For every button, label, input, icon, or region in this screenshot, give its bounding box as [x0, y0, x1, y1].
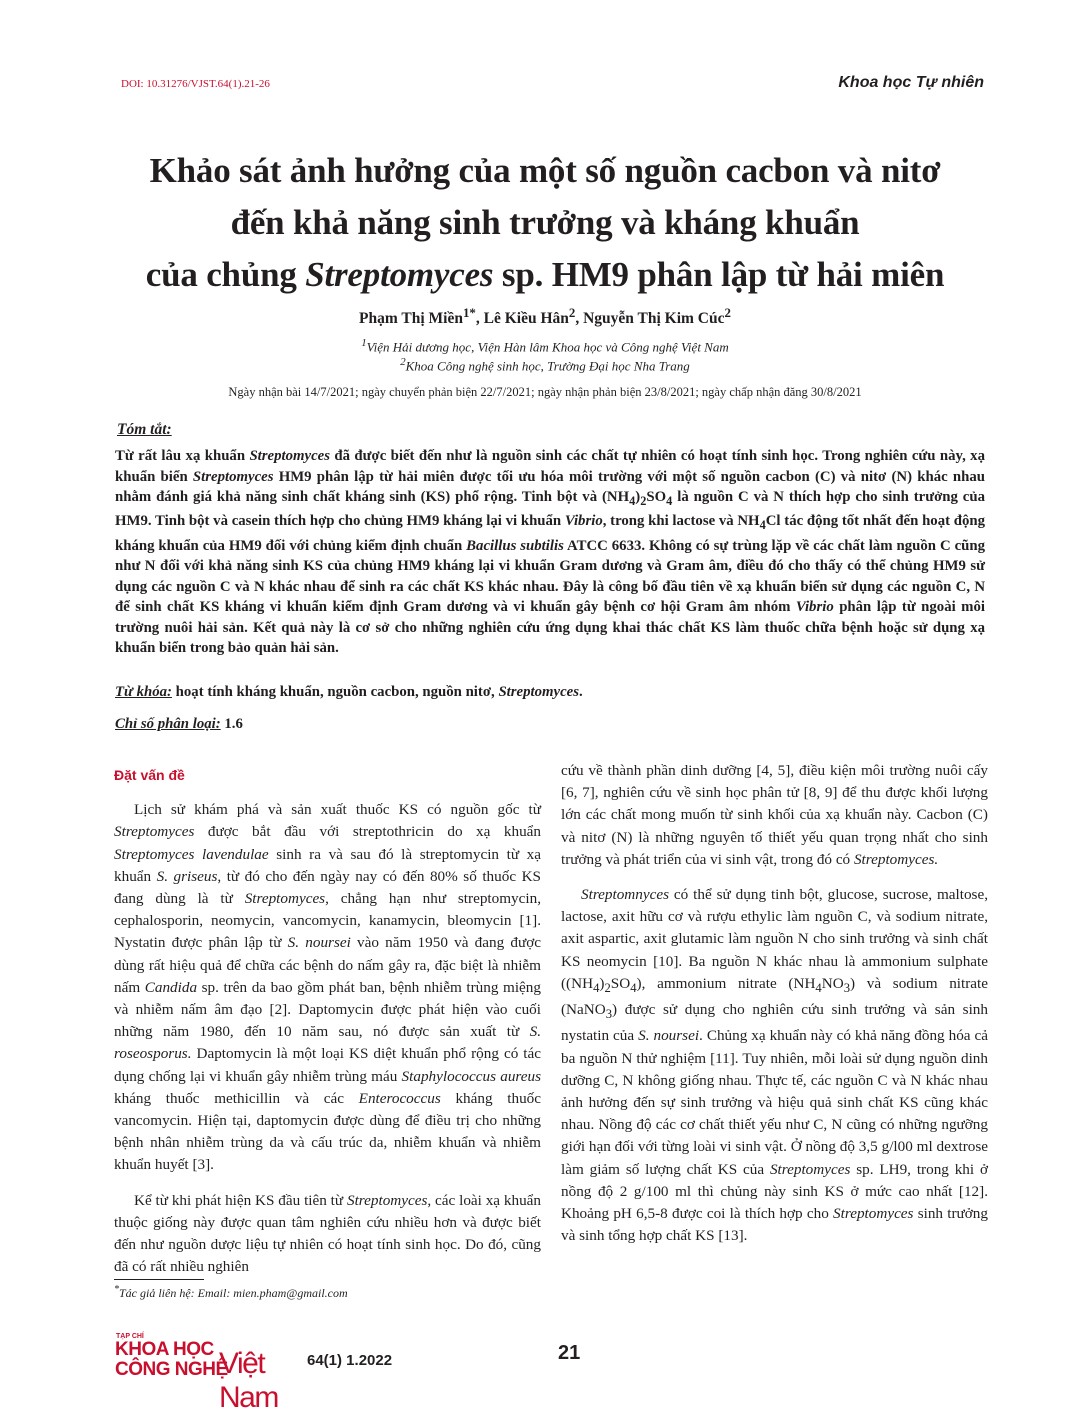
classification-value: 1.6 — [220, 716, 243, 732]
journal-logo — [115, 1333, 297, 1414]
title-line-3 — [60, 249, 1030, 301]
title-genus: Streptomyces — [305, 255, 494, 294]
abs-italic: Streptomyces — [192, 468, 274, 485]
aff-text: Viện Hải dương học, Viện Hàn lâm Khoa học và Công nghệ Việt Nam — [366, 339, 729, 355]
dates: Ngày nhận bài 14/7/2021; ngày chuyển phản biện 22/7/2021; ngày nhận phản biện 23/8/2021; ngày chấp nhận đăng 30/8/2021 — [228, 385, 862, 399]
paragraph-2-start: Kể từ khi phát hiện KS đầu tiên từ Streptomyces, các loài xạ khuẩn thuộc giống này được quan tâm nghiên cứu nhiều hơn và được biết đến như nguồn dược liệu tự nhiên có hoạt tính sinh học. Do đó, cũng đã có rất nhiều nghiên — [114, 1191, 542, 1276]
paragraph-1: Lịch sử khám phá và sản xuất thuốc KS có nguồn gốc từ Streptomyces được bắt đầu với streptothricin do xạ khuẩn Streptomyces lavendulae sinh ra và sau đó là streptomycin từ xạ khuẩn S. griseus, từ đó cho đến ngày nay có đến 80% số thuốc KS đang dùng là từ Streptomyces, chẳng hạn như streptomycin, cephalosporin, neomycin, vancomycin, kanamycin, bleomycin [1]. Nystatin được phân lập từ S. noursei vào năm 1950 và đang được dùng rất hiệu quả để chữa các bệnh do nấm gây ra, đặc biệt là nhiễm nấm Candida sp. trên da bao gồm phát ban, bệnh nhiễm trùng miệng và nhiễm nấm âm đạo [2]. Daptomycin được phát hiện vào cuối những năm 1980, đến 10 năm sau, nó được sản xuất từ S. roseosporus. Daptomycin là một loại KS diệt khuẩn phổ rộng có tác dụng chống lại vi khuẩn gây nhiễm trùng máu Staphylococcus aureus kháng thuốc methicillin và các Enterococcus kháng thuốc vancomycin. Hiện tại, daptomycin được dùng để điều trị cho những bệnh nhân nhiễm trùng da và cấu trúc da, nhiễm khuẩn và nhiễm khuẩn huyết [3]. — [114, 801, 542, 1174]
abs-italic: Vibrio — [795, 599, 834, 616]
abs-text: ) — [635, 489, 641, 505]
classification — [115, 716, 243, 733]
abs-text: Từ rất lâu xạ khuẩn — [115, 448, 250, 464]
logo-line-2: CÔNG NGHỆ — [115, 1359, 228, 1380]
abstract — [115, 446, 985, 659]
abs-text: HM9 phân lập từ hải miên được tối ưu hóa môi trường với một số nguồn cacbon (C) và nitơ (N) khác nhau nhằm đánh giá khả năng sinh chất kháng sinh (KS) phổ rộng. Tinh bột và (NH — [115, 468, 985, 505]
abs-text: , trong khi lactose và NH — [602, 513, 760, 530]
title-part: của chủng — [145, 255, 297, 294]
section-tag: Khoa học Tự nhiên — [838, 74, 984, 91]
title-line-1: Khảo sát ảnh hưởng của một số nguồn cacbon và nitơ — [149, 151, 941, 190]
page-title — [60, 145, 1030, 301]
right-column — [561, 760, 988, 1247]
author: Nguyễn Thị Kim Cúc — [583, 310, 725, 328]
abs-text: SO — [646, 489, 667, 505]
issue: 64(1) 1.2022 — [307, 1352, 393, 1369]
title-line-2: đến khả năng sinh trưởng và kháng khuẩn — [230, 203, 860, 242]
aff-sup: 1 — [361, 337, 367, 349]
affiliation-2 — [60, 356, 1030, 374]
keywords-label: Từ khóa: — [115, 684, 172, 700]
left-column — [114, 764, 541, 1278]
footnote — [114, 1284, 348, 1301]
abs-italic: Streptomyces — [249, 448, 330, 464]
abs-sub: 2 — [640, 493, 647, 508]
abs-sub: 4 — [629, 493, 636, 508]
author-sup: 2 — [568, 305, 576, 320]
keywords-end: . — [578, 684, 583, 700]
abs-italic: Vibrio — [564, 513, 603, 530]
abs-text: là nguồn C và N thích hợp cho sinh trưởng của HM9. Tinh bột và casein thích hợp cho chủng HM9 kháng lại vi khuẩn — [115, 489, 985, 530]
authors: Phạm Thị Miền$^{1*}$, Lê Kiều Hân$^2$, Nguyễn Thị Kim Cúc$^2$ — [359, 305, 731, 328]
footnote-rule — [114, 1279, 204, 1280]
author-sup: 1* — [462, 305, 476, 320]
classification-label: Chỉ số phân loại: — [115, 716, 221, 732]
author: Lê Kiều Hân — [483, 310, 569, 328]
aff-sup: 2 — [400, 356, 406, 368]
doi[interactable]: DOI: 10.31276/VJST.64(1).21-26 — [121, 78, 270, 90]
abs-italic: Bacillus subtilis — [466, 537, 564, 554]
page-number: 21 — [558, 1342, 581, 1364]
abstract-label: Tóm tắt: — [117, 421, 172, 438]
abs-sub: 4 — [759, 518, 766, 533]
logo-vn: Việt Nam — [219, 1347, 278, 1414]
author: Phạm Thị Miền — [359, 310, 463, 328]
keywords — [115, 684, 583, 701]
abs-text: ATCC 6633. Không có sự trùng lặp về các chất làm nguồn C cũng như N đối với khả năng sinh KS của chủng HM9 kháng lại vi khuẩn Gram dương và Gram âm, điều đó cho thấy có thể chủng HM9 sử dụng các nguồn C và N khác nhau để sinh ra các chất KS khác nhau. Đây là công bố đầu tiên về xạ khuẩn biển sử dụng các nguồn C, N để sinh chất KS kháng vi khuẩn kiểm định Gram dương và vi khuẩn gây bệnh cơ hội Gram âm nhóm — [115, 537, 985, 616]
abs-text: phân lập từ ngoài môi trường nuôi hải sản. Kết quả này là cơ sở cho những nghiên cứu ứng dụng khai thác chất KS làm thuốc chữa bệnh hoặc sử dụng xạ khuẩn biển trong bảo quản hải sản. — [115, 599, 986, 657]
footnote-sup: * — [114, 1284, 119, 1295]
logo-line-1: KHOA HỌC — [115, 1339, 214, 1360]
keywords-text: hoạt tính kháng khuẩn, nguồn cacbon, nguồn nitơ, — [171, 684, 499, 700]
paragraph-2-cont: cứu về thành phần dinh dưỡng [4, 5], điều kiện môi trường nuôi cấy [6, 7], nghiên cứu về sinh học phân tử [8, 9] để thu được khối lượng lớn các chất mong muốn từ sinh khối của xạ khuẩn này. Cacbon (C) và nitơ (N) là những nguyên tố thiết yếu quan trọng nhất cho sinh trưởng và phát triển của vi sinh vật, trong đó có Streptomyces. — [561, 762, 988, 868]
logo-small: TẠP CHÍ — [116, 1333, 144, 1340]
author-sup: 2 — [724, 305, 731, 320]
section-heading: Đặt vấn đề — [114, 767, 185, 783]
keywords-italic: Streptomyces — [498, 684, 579, 700]
abs-sub: 4 — [666, 493, 673, 508]
footnote-text: Tác giả liên hệ: Email: mien.pham@gmail.com — [119, 1286, 348, 1300]
abs-text: Cl tác động tốt nhất đến hoạt động kháng khuẩn của HM9 đối với chủng kiểm định chuẩn — [115, 513, 985, 554]
abs-text: đã được biết đến như là nguồn sinh các chất tự nhiên có hoạt tính sinh học. Trong nghiên cứu này, xạ khuẩn biển — [115, 448, 985, 485]
affiliation-1 — [60, 337, 1030, 355]
paragraph-3: Streptomnyces có thể sử dụng tinh bột, glucose, sucrose, maltose, lactose, axit hữu cơ và rượu ethylic làm nguồn C, và sodium nitrate, axit aspartic, axit glutamic làm nguồn N cho sinh trưởng và sinh chất KS neomycin [10]. Ba nguồn N khác nhau là ammonium sulphate $((NH_4)_2SO_4)$, ammonium nitrate $(NH_4NO_3)$ và sodium nitrate (NaNO$_3$) được sử dụng cho nghiên cứu sinh trưởng và sản sinh nystatin của S. noursei. Chủng xạ khuẩn này có khả năng đồng hóa cả ba nguồn N thử nghiệm [11]. Tuy nhiên, mỗi loài sử dụng nguồn dinh dưỡng C, N không giống nhau. Thực tế, các nguồn C và N khác nhau ảnh hưởng đến sự sinh trưởng và hiệu quả sinh chất KS cũng khác nhau. Nồng độ các cơ chất thiết yếu như C, N cũng có những ngưỡng giới hạn đối với từng loài vi sinh vật. Ở nồng độ 3,5 g/l00 ml dextrose làm giảm số lượng chất KS của Streptomyces sp. LH9, trong khi ở nồng độ 2 g/100 ml thì chủng này sinh KS ở mức cao nhất [12]. Khoảng pH 6,5-8 được coi là thích hợp cho Streptomyces sinh trưởng và sinh tổng hợp chất KS [13]. — [561, 886, 988, 1245]
title-part: sp. HM9 phân lập từ hải miên — [501, 255, 945, 294]
aff-text: Khoa Công nghệ sinh học, Trường Đại học Nha Trang — [405, 358, 690, 374]
